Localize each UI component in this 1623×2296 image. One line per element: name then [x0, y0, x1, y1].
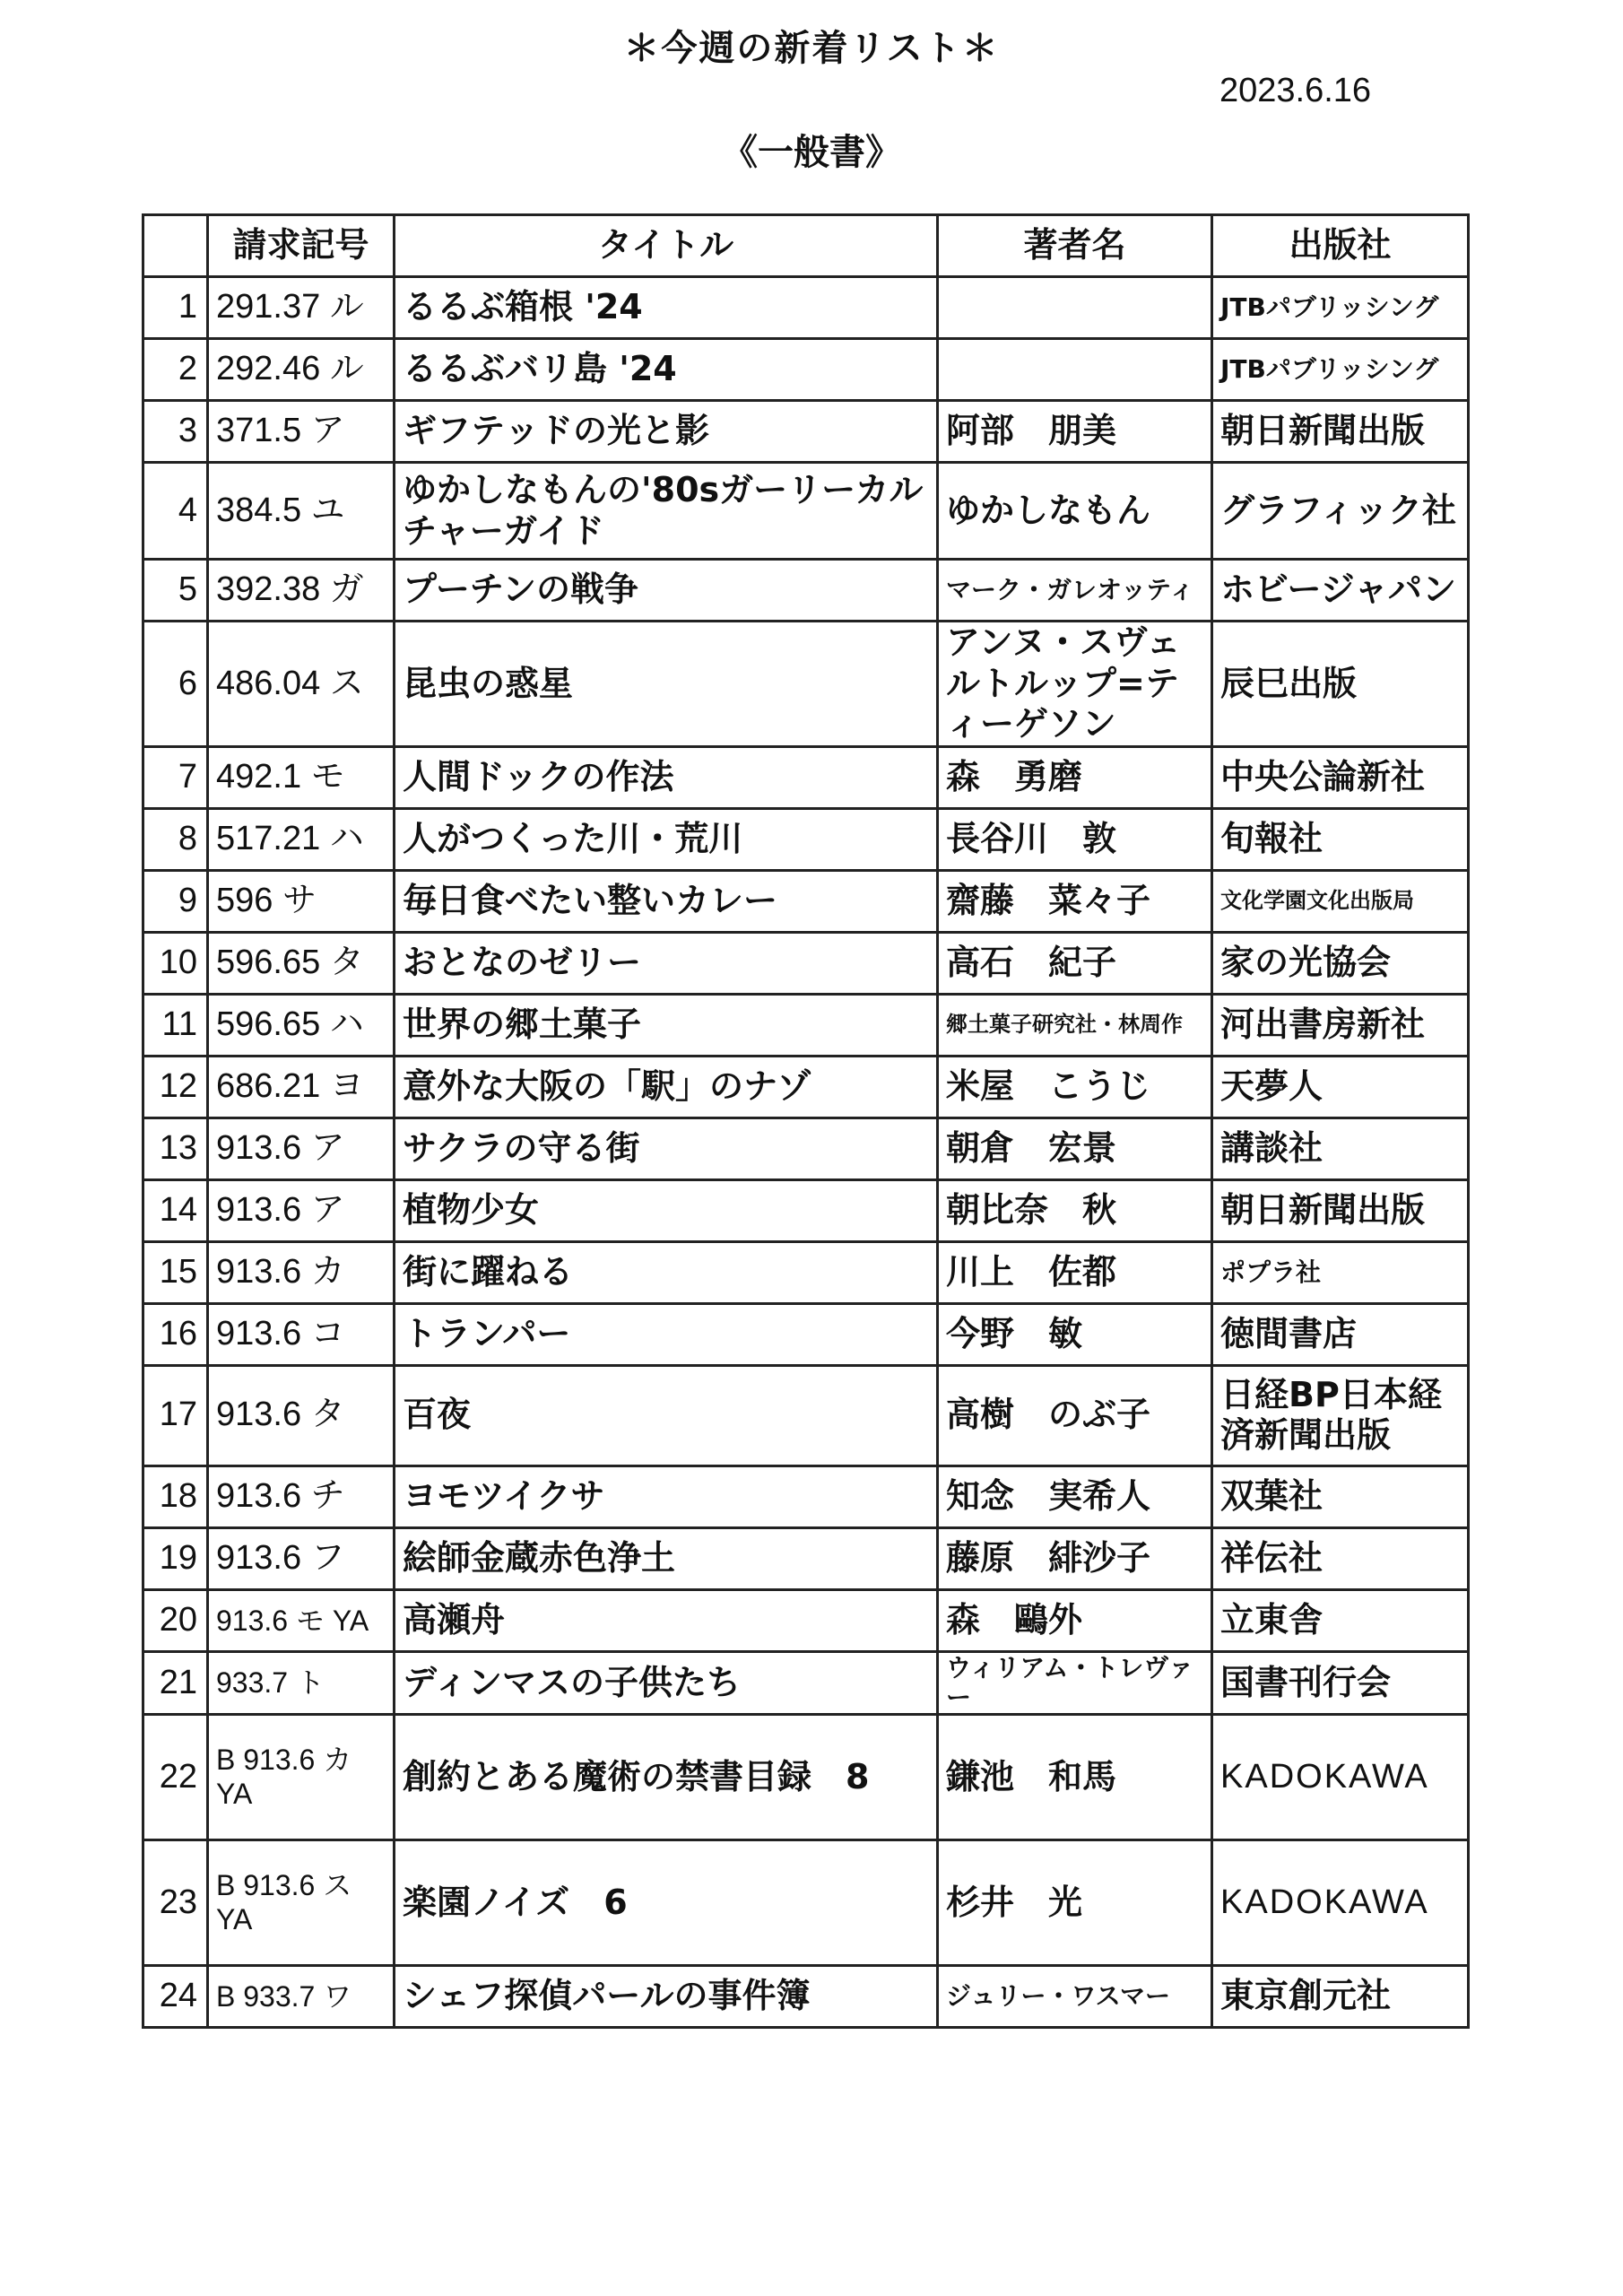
publisher-name: 河出書房新社	[1212, 994, 1469, 1056]
table-row	[143, 808, 1469, 870]
book-title: るるぶバリ島 '24	[395, 339, 938, 401]
publisher-name: 朝日新聞出版	[1212, 1179, 1469, 1241]
publisher-name: 辰巳出版	[1212, 622, 1469, 747]
column-header-number	[143, 215, 208, 277]
book-title: 毎日食べたい整いカレー	[395, 870, 938, 932]
table-row	[143, 1651, 1469, 1714]
book-title: 楽園ノイズ 6	[395, 1839, 938, 1965]
publisher-name: 朝日新聞出版	[1212, 401, 1469, 463]
row-number: 7	[143, 746, 208, 808]
column-header-call-number: 請求記号	[208, 215, 395, 277]
author-name	[938, 277, 1212, 339]
book-title: 人間ドックの作法	[395, 746, 938, 808]
publisher-name: 文化学園文化出版局	[1212, 870, 1469, 932]
table-row	[143, 339, 1469, 401]
author-name: 川上 佐都	[938, 1241, 1212, 1303]
book-title: 高瀬舟	[395, 1589, 938, 1651]
row-number: 8	[143, 808, 208, 870]
table-row	[143, 1965, 1469, 2027]
table-row	[143, 1056, 1469, 1118]
table-row	[143, 1118, 1469, 1179]
publisher-name: KADOKAWA	[1212, 1714, 1469, 1839]
table-row	[143, 1527, 1469, 1589]
row-number: 17	[143, 1365, 208, 1465]
book-title: 植物少女	[395, 1179, 938, 1241]
call-number: 292.46 ル	[208, 339, 395, 401]
table-row	[143, 277, 1469, 339]
row-number: 3	[143, 401, 208, 463]
publisher-name: ポプラ社	[1212, 1241, 1469, 1303]
book-title: 人がつくった川・荒川	[395, 808, 938, 870]
call-number: 913.6 フ	[208, 1527, 395, 1589]
table-row	[143, 994, 1469, 1056]
row-number: 6	[143, 622, 208, 747]
call-number: 392.38 ガ	[208, 560, 395, 622]
book-title: ゆかしなもんの'80sガーリーカルチャーガイド	[395, 463, 938, 560]
call-number: 517.21 ハ	[208, 808, 395, 870]
book-title: 創約とある魔術の禁書目録 8	[395, 1714, 938, 1839]
table-row	[143, 1303, 1469, 1365]
author-name: マーク・ガレオッティ	[938, 560, 1212, 622]
call-number: 486.04 ス	[208, 622, 395, 747]
author-name: 杉井 光	[938, 1839, 1212, 1965]
table-row	[143, 560, 1469, 622]
call-number: 596.65 ハ	[208, 994, 395, 1056]
publisher-name: 中央公論新社	[1212, 746, 1469, 808]
publisher-name: 双葉社	[1212, 1465, 1469, 1527]
table-row	[143, 463, 1469, 560]
row-number: 13	[143, 1118, 208, 1179]
book-title: ディンマスの子供たち	[395, 1651, 938, 1714]
publisher-name: JTBパブリッシング	[1212, 339, 1469, 401]
call-number: 596.65 タ	[208, 932, 395, 994]
call-number: 596 サ	[208, 870, 395, 932]
table-row	[143, 1589, 1469, 1651]
call-number: 913.6 タ	[208, 1365, 395, 1465]
book-title: プーチンの戦争	[395, 560, 938, 622]
book-title: 昆虫の惑星	[395, 622, 938, 747]
row-number: 23	[143, 1839, 208, 1965]
author-name: 阿部 朋美	[938, 401, 1212, 463]
publisher-name: KADOKAWA	[1212, 1839, 1469, 1965]
author-name: 鎌池 和馬	[938, 1714, 1212, 1839]
row-number: 5	[143, 560, 208, 622]
call-number: 492.1 モ	[208, 746, 395, 808]
book-title: 街に躍ねる	[395, 1241, 938, 1303]
author-name: 今野 敏	[938, 1303, 1212, 1365]
book-title: おとなのゼリー	[395, 932, 938, 994]
book-title: ヨモツイクサ	[395, 1465, 938, 1527]
book-title: 世界の郷土菓子	[395, 994, 938, 1056]
book-title: ギフテッドの光と影	[395, 401, 938, 463]
table-row	[143, 1241, 1469, 1303]
call-number: 371.5 ア	[208, 401, 395, 463]
call-number: B 913.6 カ YA	[208, 1714, 395, 1839]
book-title: トランパー	[395, 1303, 938, 1365]
list-date: 2023.6.16	[1219, 72, 1372, 109]
author-name: 高石 紀子	[938, 932, 1212, 994]
author-name	[938, 339, 1212, 401]
row-number: 24	[143, 1965, 208, 2027]
author-name: 米屋 こうじ	[938, 1056, 1212, 1118]
call-number: 291.37 ル	[208, 277, 395, 339]
table-row	[143, 746, 1469, 808]
table-row	[143, 401, 1469, 463]
column-header-publisher: 出版社	[1212, 215, 1469, 277]
table-row	[143, 1465, 1469, 1527]
table-row	[143, 1714, 1469, 1839]
publisher-name: 祥伝社	[1212, 1527, 1469, 1589]
row-number: 11	[143, 994, 208, 1056]
publisher-name: 徳間書店	[1212, 1303, 1469, 1365]
new-arrivals-table	[142, 213, 1470, 2029]
table-row	[143, 870, 1469, 932]
author-name: 朝比奈 秋	[938, 1179, 1212, 1241]
call-number: 933.7 ト	[208, 1651, 395, 1714]
row-number: 1	[143, 277, 208, 339]
publisher-name: 日経BP日本経済新聞出版	[1212, 1365, 1469, 1465]
author-name: 藤原 緋沙子	[938, 1527, 1212, 1589]
row-number: 18	[143, 1465, 208, 1527]
call-number: 913.6 ア	[208, 1179, 395, 1241]
publisher-name: 立東舎	[1212, 1589, 1469, 1651]
author-name: アンヌ・スヴェルトルップ=ティーゲソン	[938, 622, 1212, 747]
table-row	[143, 622, 1469, 747]
author-name: 森 勇磨	[938, 746, 1212, 808]
publisher-name: JTBパブリッシング	[1212, 277, 1469, 339]
table-row	[143, 932, 1469, 994]
publisher-name: 東京創元社	[1212, 1965, 1469, 2027]
table-header-row	[143, 215, 1469, 277]
author-name: ゆかしなもん	[938, 463, 1212, 560]
call-number: 686.21 ヨ	[208, 1056, 395, 1118]
call-number: 913.6 コ	[208, 1303, 395, 1365]
book-title: 百夜	[395, 1365, 938, 1465]
author-name: 齋藤 菜々子	[938, 870, 1212, 932]
page-title: ＊今週の新着リスト＊	[623, 28, 1000, 69]
call-number: 913.6 ア	[208, 1118, 395, 1179]
row-number: 16	[143, 1303, 208, 1365]
author-name: ウィリアム・トレヴァー	[938, 1651, 1212, 1714]
column-header-author: 著者名	[938, 215, 1212, 277]
publisher-name: 天夢人	[1212, 1056, 1469, 1118]
author-name: 知念 実希人	[938, 1465, 1212, 1527]
call-number: B 933.7 ワ	[208, 1965, 395, 2027]
publisher-name: 旬報社	[1212, 808, 1469, 870]
row-number: 21	[143, 1651, 208, 1714]
call-number: 913.6 カ	[208, 1241, 395, 1303]
section-heading: 《一般書》	[722, 132, 901, 173]
row-number: 2	[143, 339, 208, 401]
author-name: ジュリー・ワスマー	[938, 1965, 1212, 2027]
row-number: 19	[143, 1527, 208, 1589]
call-number: 913.6 チ	[208, 1465, 395, 1527]
publisher-name: グラフィック社	[1212, 463, 1469, 560]
row-number: 15	[143, 1241, 208, 1303]
book-title: サクラの守る街	[395, 1118, 938, 1179]
row-number: 20	[143, 1589, 208, 1651]
publisher-name: 講談社	[1212, 1118, 1469, 1179]
publisher-name: 家の光協会	[1212, 932, 1469, 994]
publisher-name: ホビージャパン	[1212, 560, 1469, 622]
publisher-name: 国書刊行会	[1212, 1651, 1469, 1714]
book-title: るるぶ箱根 '24	[395, 277, 938, 339]
column-header-title: タイトル	[395, 215, 938, 277]
row-number: 12	[143, 1056, 208, 1118]
row-number: 4	[143, 463, 208, 560]
author-name: 高樹 のぶ子	[938, 1365, 1212, 1465]
call-number: 913.6 モ YA	[208, 1589, 395, 1651]
table-row	[143, 1179, 1469, 1241]
author-name: 郷土菓子研究社・林周作	[938, 994, 1212, 1056]
call-number: 384.5 ユ	[208, 463, 395, 560]
author-name: 朝倉 宏景	[938, 1118, 1212, 1179]
row-number: 9	[143, 870, 208, 932]
table-row	[143, 1839, 1469, 1965]
row-number: 14	[143, 1179, 208, 1241]
call-number: B 913.6 ス YA	[208, 1839, 395, 1965]
table-row	[143, 1365, 1469, 1465]
row-number: 22	[143, 1714, 208, 1839]
author-name: 森 鷗外	[938, 1589, 1212, 1651]
book-title: 絵師金蔵赤色浄土	[395, 1527, 938, 1589]
row-number: 10	[143, 932, 208, 994]
author-name: 長谷川 敦	[938, 808, 1212, 870]
book-title: シェフ探偵パールの事件簿	[395, 1965, 938, 2027]
book-title: 意外な大阪の「駅」のナゾ	[395, 1056, 938, 1118]
